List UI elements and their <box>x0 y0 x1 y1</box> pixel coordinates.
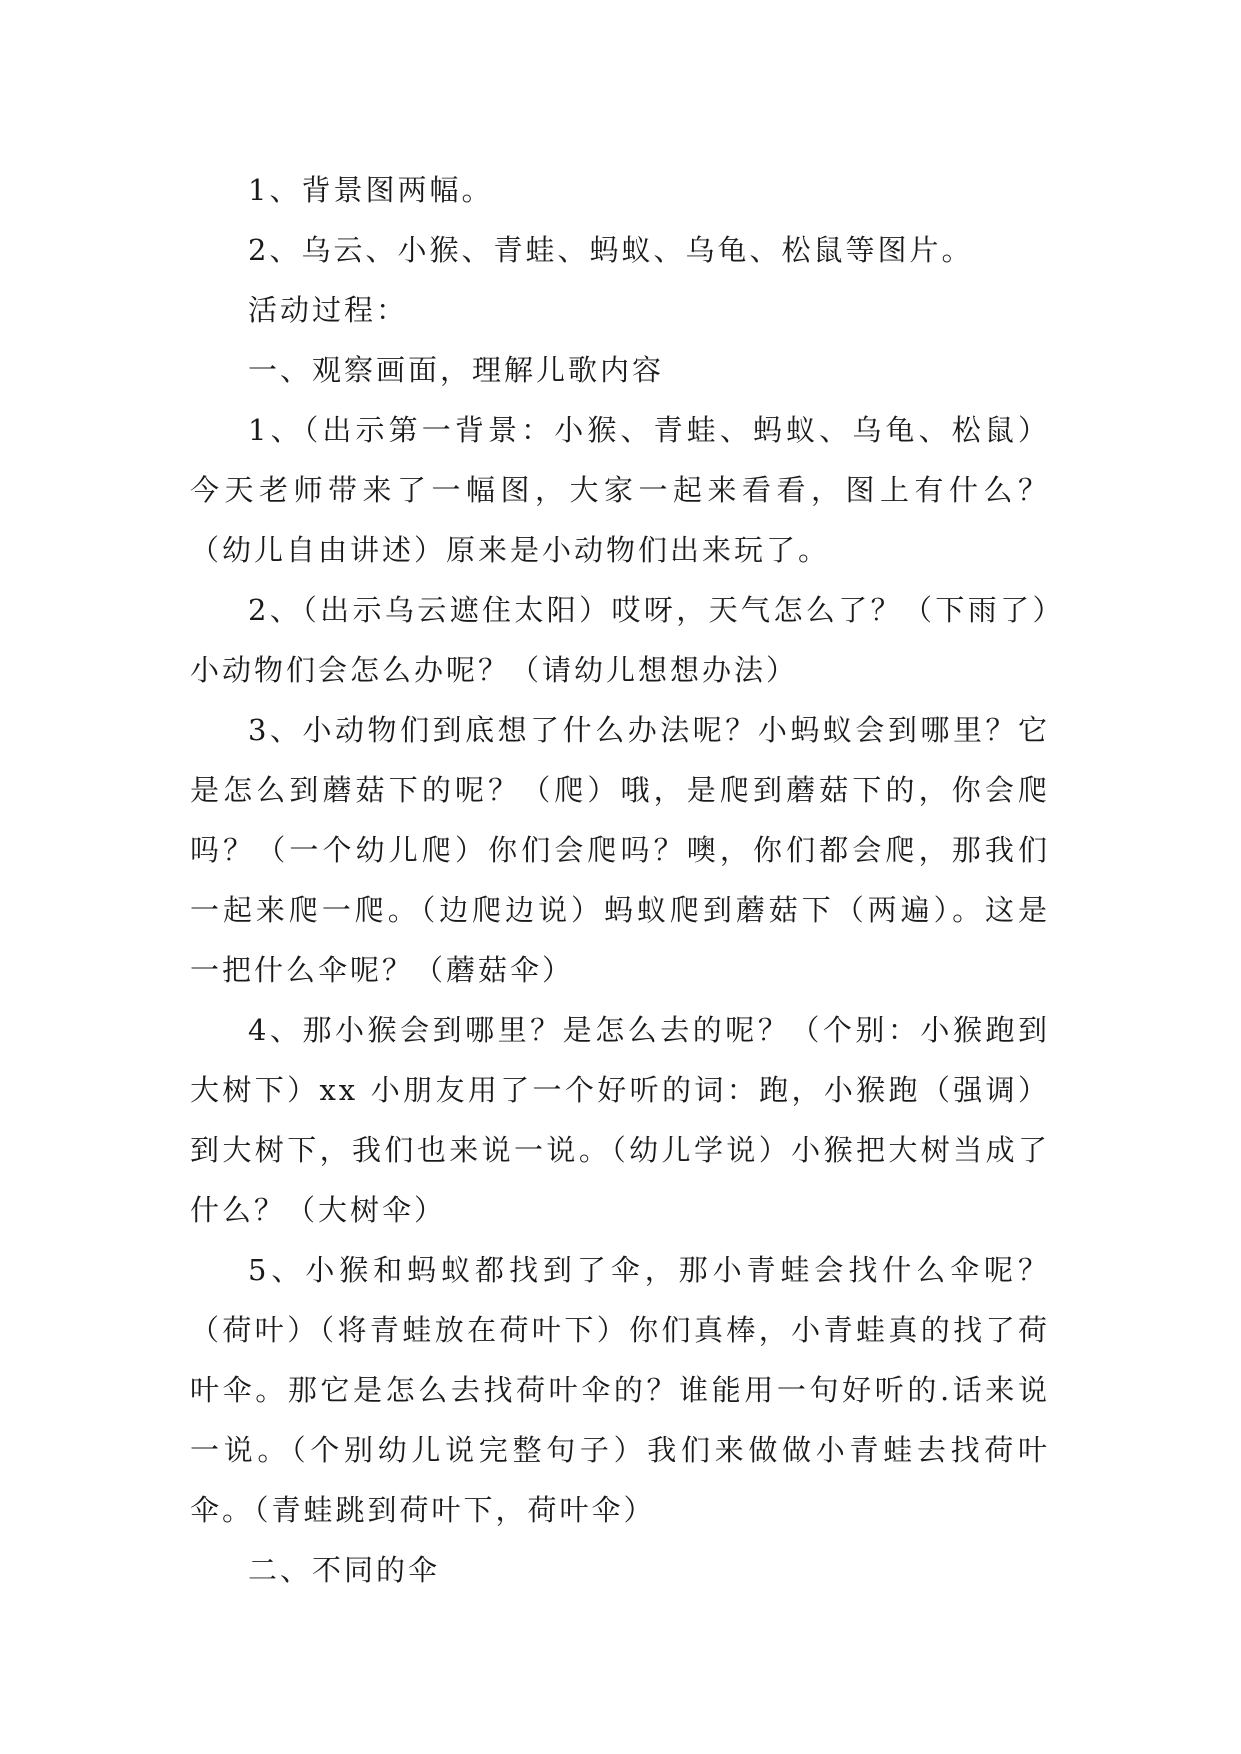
paragraph-section-two-heading: 二、不同的伞 <box>248 1553 441 1587</box>
paragraph-step-3: 3、小动物们到底想了什么办法呢？小蚂蚁会到哪里？它是怎么到蘑菇下的呢？（爬）哦，是爬到蘑菇下的，你会爬吗？（一个幼儿爬）你们会爬吗？噢，你们都会爬，那我们一起来爬一爬。（边爬边说）蚂蚁爬到蘑菇下（两遍）。这是一把什么伞呢？（蘑菇伞） <box>190 713 1050 987</box>
paragraph-materials-1: 1、背景图两幅。 <box>248 173 494 207</box>
paragraph-step-1: 1、（出示第一背景：小猴、青蛙、蚂蚁、乌龟、松鼠）今天老师带来了一幅图，大家一起来看看，图上有什么？（幼儿自由讲述）原来是小动物们出来玩了。 <box>190 413 1050 567</box>
paragraph-step-4: 4、那小猴会到哪里？是怎么去的呢？（个别：小猴跑到大树下）xx 小朋友用了一个好听的词：跑，小猴跑（强调）到大树下，我们也来说一说。（幼儿学说）小猴把大树当成了什么？（大树伞） <box>190 1013 1050 1227</box>
paragraph-section-one-heading: 一、观察画面，理解儿歌内容 <box>248 353 665 387</box>
paragraph-materials-2: 2、乌云、小猴、青蛙、蚂蚁、乌龟、松鼠等图片。 <box>248 233 974 267</box>
paragraph-step-2: 2、（出示乌云遮住太阳）哎呀，天气怎么了？（下雨了）小动物们会怎么办呢？（请幼儿想想办法） <box>190 593 1050 687</box>
paragraph-activity-heading: 活动过程： <box>248 293 409 327</box>
paragraph-step-5: 5、小猴和蚂蚁都找到了伞，那小青蛙会找什么伞呢？（荷叶）（将青蛙放在荷叶下）你们真棒，小青蛙真的找了荷叶伞。那它是怎么去找荷叶伞的？谁能用一句好听的.话来说一说。（个别幼儿说完整句子）我们来做做小青蛙去找荷叶伞。（青蛙跳到荷叶下，荷叶伞） <box>190 1253 1050 1527</box>
document-body <box>190 160 1050 1600</box>
